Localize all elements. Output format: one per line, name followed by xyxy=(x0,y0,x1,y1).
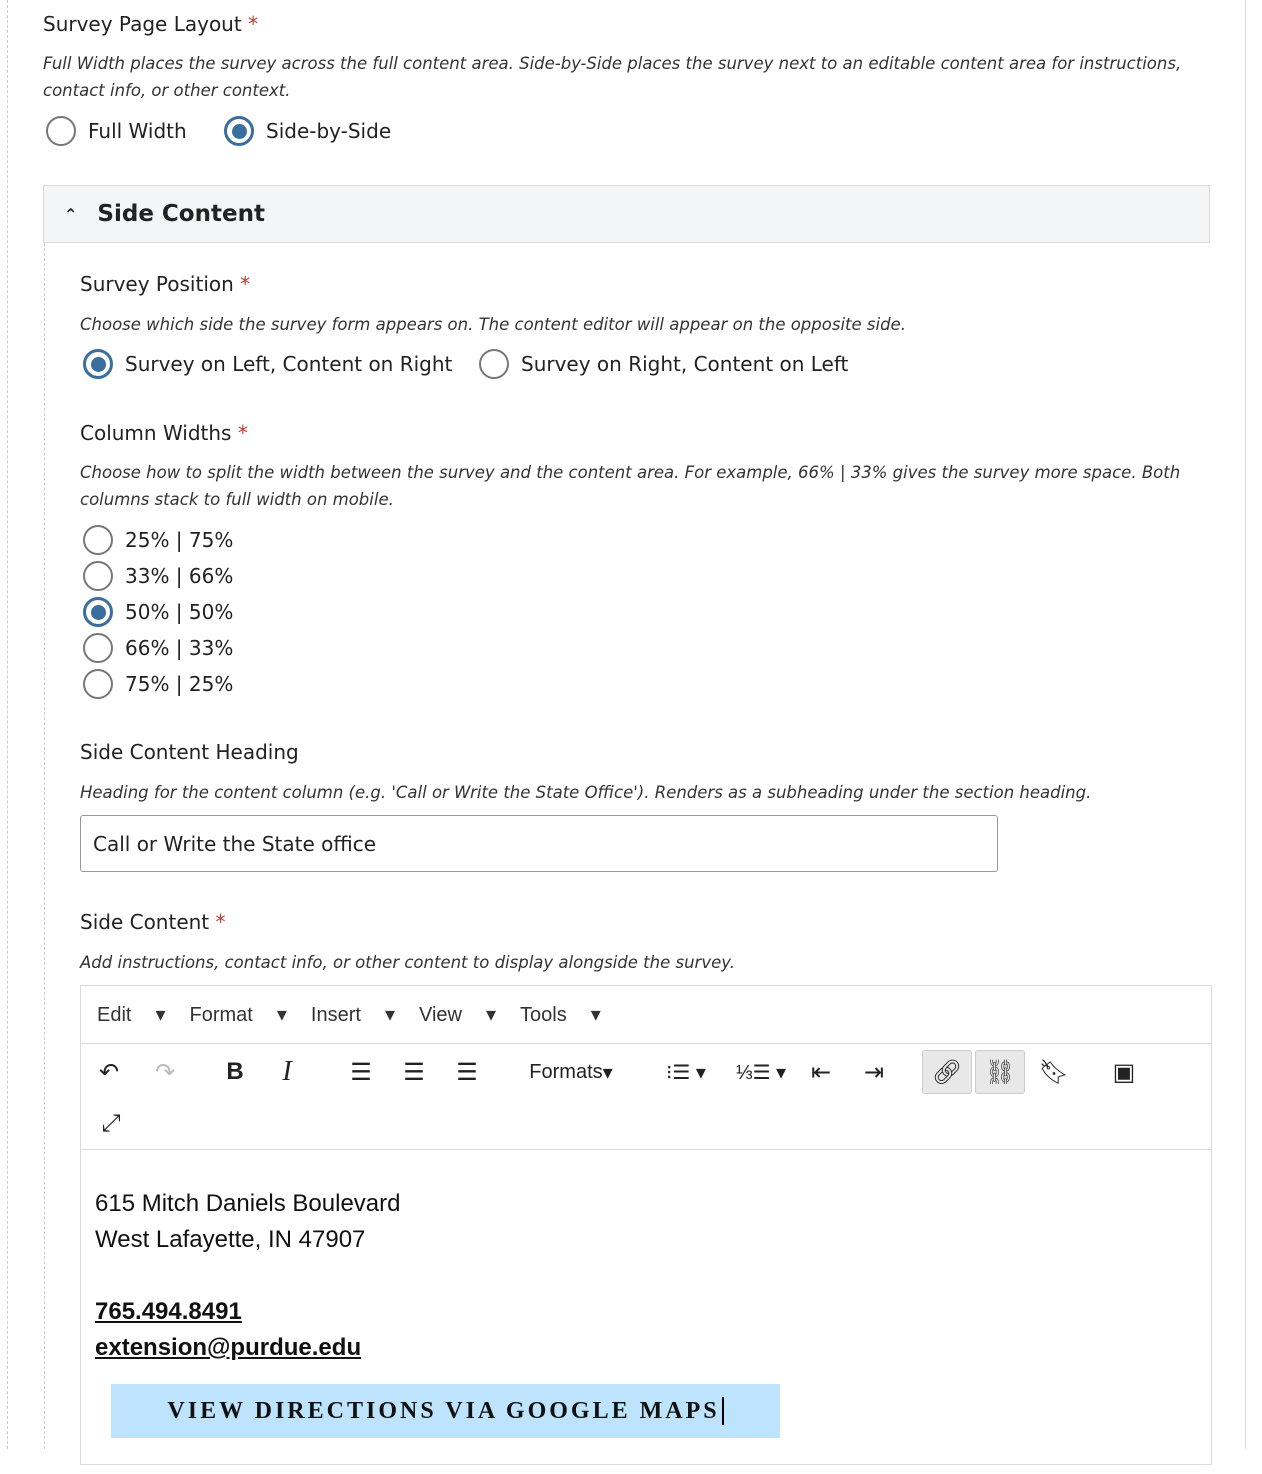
side-content-label: Side Content * xyxy=(80,910,226,934)
accordion-title: Side Content xyxy=(97,201,265,227)
layout-label: Survey Page Layout * xyxy=(43,12,259,36)
inner-guide xyxy=(44,243,45,1449)
editor-menubar xyxy=(81,986,1211,1044)
radio-label: Survey on Right, Content on Left xyxy=(521,352,849,376)
radio-label: 66% | 33% xyxy=(125,636,234,660)
radio-circle[interactable] xyxy=(83,349,113,379)
side-content-accordion[interactable] xyxy=(43,185,1210,243)
address-line-1: 615 Mitch Daniels Boulevard xyxy=(95,1190,401,1217)
heading-label: Side Content Heading xyxy=(80,740,299,764)
menu-insert[interactable]: Insert ▾ xyxy=(310,1004,395,1026)
bullet-list-icon[interactable]: ⁝☰ ▾ xyxy=(666,1061,706,1084)
radio-label: Side-by-Side xyxy=(266,119,392,143)
panel-border xyxy=(1245,0,1246,1449)
text-cursor xyxy=(722,1397,724,1425)
radio-survey-right[interactable] xyxy=(479,349,848,379)
side-content-heading-input[interactable] xyxy=(80,815,998,872)
align-right-icon[interactable]: ☰ xyxy=(456,1058,478,1086)
radio-circle[interactable] xyxy=(83,633,113,663)
redo-icon[interactable]: ↷ xyxy=(154,1058,176,1086)
menu-view[interactable]: View ▾ xyxy=(418,1004,497,1026)
indent-icon[interactable]: ⇥ xyxy=(863,1058,885,1086)
link-icon[interactable]: 🔗︎ xyxy=(922,1050,972,1094)
radio-width-50-50[interactable] xyxy=(83,597,233,627)
layout-help: Full Width places the survey across the full content area. Side-by-Side places the survey next to an editable content area for instructions, contact info, or other context. xyxy=(43,54,1182,100)
email-link[interactable]: extension@purdue.edu xyxy=(95,1334,362,1361)
radio-width-75-25[interactable] xyxy=(83,669,233,699)
menu-format[interactable]: Format ▾ xyxy=(189,1004,287,1026)
editor-toolbar xyxy=(81,1044,1211,1150)
image-icon[interactable]: ▣ xyxy=(1112,1058,1136,1086)
radio-label: Full Width xyxy=(88,119,187,143)
undo-icon[interactable]: ↶ xyxy=(98,1058,120,1086)
position-help: Choose which side the survey form appears on. The content editor will appear on the opposite side. xyxy=(80,315,906,334)
side-content-help: Add instructions, contact info, or other content to display alongside the survey. xyxy=(80,953,735,972)
radio-circle[interactable] xyxy=(83,597,113,627)
unlink-icon[interactable]: ⛓︎ xyxy=(975,1050,1025,1094)
chevron-up-icon: ⌃ xyxy=(64,204,78,224)
formats-dropdown[interactable]: Formats ▾ xyxy=(529,1060,613,1084)
radio-width-33-66[interactable] xyxy=(83,561,233,591)
radio-survey-left[interactable] xyxy=(83,349,452,379)
widths-label: Column Widths * xyxy=(80,421,248,445)
radio-label: Survey on Left, Content on Right xyxy=(125,352,453,376)
outdent-icon[interactable]: ⇤ xyxy=(810,1058,832,1086)
phone-link[interactable]: 765.494.8491 xyxy=(95,1298,242,1325)
radio-side-by-side[interactable] xyxy=(224,116,391,146)
position-label: Survey Position * xyxy=(80,272,251,296)
radio-label: 25% | 75% xyxy=(125,528,234,552)
radio-width-25-75[interactable] xyxy=(83,525,233,555)
fullscreen-icon[interactable]: ⤢ xyxy=(101,1110,121,1137)
radio-label: 75% | 25% xyxy=(125,672,234,696)
radio-circle[interactable] xyxy=(83,561,113,591)
editor-content[interactable] xyxy=(81,1150,1211,1474)
address-line-2: West Lafayette, IN 47907 xyxy=(95,1226,366,1253)
radio-circle[interactable] xyxy=(46,116,76,146)
widths-help: Choose how to split the width between the survey and the content area. For example, 66% | 33% gives the survey more space. Both columns stack to full width on mobile. xyxy=(80,463,1181,509)
menu-edit[interactable]: Edit ▾ xyxy=(97,1004,166,1026)
bookmark-icon[interactable]: 🔖︎ xyxy=(1038,1058,1070,1086)
align-center-icon[interactable]: ☰ xyxy=(403,1058,425,1086)
menu-tools[interactable]: Tools ▾ xyxy=(520,1004,601,1026)
radio-full-width[interactable] xyxy=(46,116,187,146)
heading-help: Heading for the content column (e.g. 'Call or Write the State Office'). Renders as a subheading under the section heading. xyxy=(80,783,1092,802)
radio-circle[interactable] xyxy=(83,669,113,699)
numbered-list-icon[interactable]: ⅓☰ ▾ xyxy=(735,1061,787,1084)
radio-circle[interactable] xyxy=(479,349,509,379)
align-left-icon[interactable]: ☰ xyxy=(350,1058,372,1086)
rich-text-editor xyxy=(80,985,1212,1465)
radio-circle[interactable] xyxy=(83,525,113,555)
radio-label: 50% | 50% xyxy=(125,600,234,624)
radio-label: 33% | 66% xyxy=(125,564,234,588)
outer-guide xyxy=(7,0,8,1449)
bold-icon[interactable]: B xyxy=(226,1058,244,1085)
radio-circle[interactable] xyxy=(224,116,254,146)
italic-icon[interactable]: I xyxy=(282,1056,292,1087)
directions-button[interactable]: VIEW DIRECTIONS VIA GOOGLE MAPS xyxy=(111,1384,780,1438)
radio-width-66-33[interactable] xyxy=(83,633,233,663)
